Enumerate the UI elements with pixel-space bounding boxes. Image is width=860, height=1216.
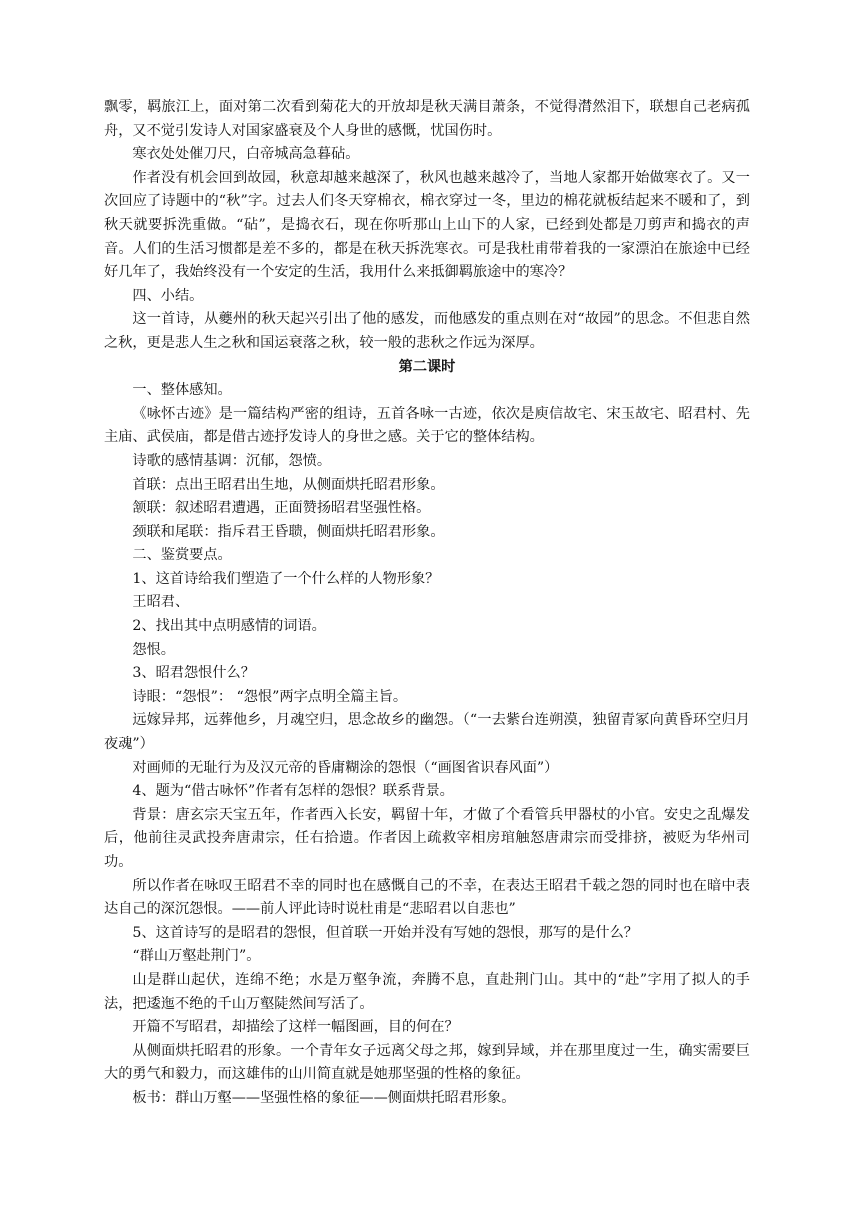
paragraph: 对画师的无耻行为及汉元帝的昏庸糊涂的怨恨（“画图省识春风面”） (132, 759, 559, 776)
paragraph: 开篇不写昭君，却描绘了这样一幅图画，目的何在？ (132, 1019, 459, 1036)
question: 3、昭君怨恨什么？ (132, 665, 255, 682)
paragraph: 诗歌的感情基调：沉郁，怨愤。 (132, 452, 332, 469)
board-note: 板书：群山万壑——坚强性格的象征——侧面烘托昭君形象。 (132, 1089, 516, 1106)
section-heading: 二、鉴赏要点。 (132, 547, 232, 564)
question: 4、题为“借古咏怀”作者有怎样的怨恨？联系背景。 (132, 783, 454, 800)
question: 2、找出其中点明感情的词语。 (132, 618, 326, 635)
paragraph: 颔联：叙述昭君遭遇，正面赞扬昭君坚强性格。 (132, 500, 431, 517)
paragraph: 这一首诗，从夔州的秋天起兴引出了他的感发，而他感发的重点则在对“故园”的思念。不但悲自然之秋，更是悲人生之秋和国运衰落之秋，较一般的悲秋之作远为深厚。 (104, 311, 750, 351)
answer: 怨恨。 (132, 641, 175, 658)
paragraph: 作者没有机会回到故园，秋意却越来越深了，秋风也越来越冷了，当地人家都开始做寒衣了。又一次回应了诗题中的“秋”字。过去人们冬天穿棉衣，棉衣穿过一冬，里边的棉花就板结起来不暖和了，到秋天就要拆洗重做。“砧”，是捣衣石，现在你听那山上山下的人家，已经到处都是刀剪声和捣衣的声音。人们的生活习惯都是差不多的，都是在秋天拆洗寒衣。可是我杜甫带着我的一家漂泊在旅途中已经好几年了，我始终没有一个安定的生活，我用什么来抵御羁旅途中的寒冷？ (104, 169, 750, 281)
paragraph: 飘零，羁旅江上，面对第二次看到菊花大的开放却是秋天满目萧条，不觉得潸然泪下，联想自己老病孤舟，又不觉引发诗人对国家盛衰及个人身世的感慨，忧国伤时。 (104, 99, 750, 139)
paragraph: 《咏怀古迹》是一篇结构严密的组诗，五首各咏一古迹，依次是庾信故宅、宋玉故宅、昭君村、先主庙、武侯庙，都是借古迹抒发诗人的身世之感。关于它的整体结构。 (104, 405, 750, 446)
paragraph: 诗眼：“怨恨”： “怨恨”两字点明全篇主旨。 (132, 688, 408, 705)
paragraph: 首联：点出王昭君出生地，从侧面烘托昭君形象。 (132, 476, 445, 493)
paragraph: 从侧面烘托昭君的形象。一个青年女子远离父母之邦，嫁到异域，并在那里度过一生，确实需要巨大的勇气和毅力，而这雄伟的山川简直就是她那坚强的性格的象征。 (104, 1042, 750, 1083)
answer: “群山万壑赴荆门”。 (132, 948, 261, 965)
lesson-title: 第二课时 (398, 358, 456, 375)
section-heading: 四、小结。 (132, 287, 204, 304)
paragraph: 颈联和尾联：指斥君王昏聩，侧面烘托昭君形象。 (132, 523, 445, 540)
paragraph: 山是群山起伏，连绵不绝；水是万壑争流，奔腾不息，直赴荆门山。其中的“赴”字用了拟人的手法，把逶迤不绝的千山万壑陡然间写活了。 (104, 971, 750, 1012)
question: 1、这首诗给我们塑造了一个什么样的人物形象？ (132, 570, 440, 587)
paragraph: 远嫁异邦，远葬他乡，月魂空归，思念故乡的幽怨。（“一去紫台连朔漠，独留青冢向黄昏环空归月夜魂”） (104, 712, 750, 753)
paragraph: 寒衣处处催刀尺，白帝城高急暮砧。 (132, 146, 360, 163)
question: 5、这首诗写的是昭君的怨恨，但首联一开始并没有写她的怨恨，那写的是什么？ (132, 924, 638, 941)
paragraph: 所以作者在咏叹王昭君不幸的同时也在感慨自己的不幸，在表达王昭君千载之怨的同时也在暗中表达自己的深沉怨恨。——前人评此诗时说杜甫是“悲昭君以自悲也” (104, 877, 750, 918)
document-page (104, 96, 750, 1111)
paragraph: 背景：唐玄宗天宝五年，作者西入长安，羁留十年，才做了个看管兵甲器杖的小官。安史之乱爆发后，他前往灵武投奔唐肃宗，任右拾遗。作者因上疏救宰相房琯触怒唐肃宗而受排挤，被贬为华州司功。 (104, 806, 750, 870)
answer: 王昭君、 (132, 594, 190, 611)
section-heading: 一、整体感知。 (132, 382, 232, 399)
